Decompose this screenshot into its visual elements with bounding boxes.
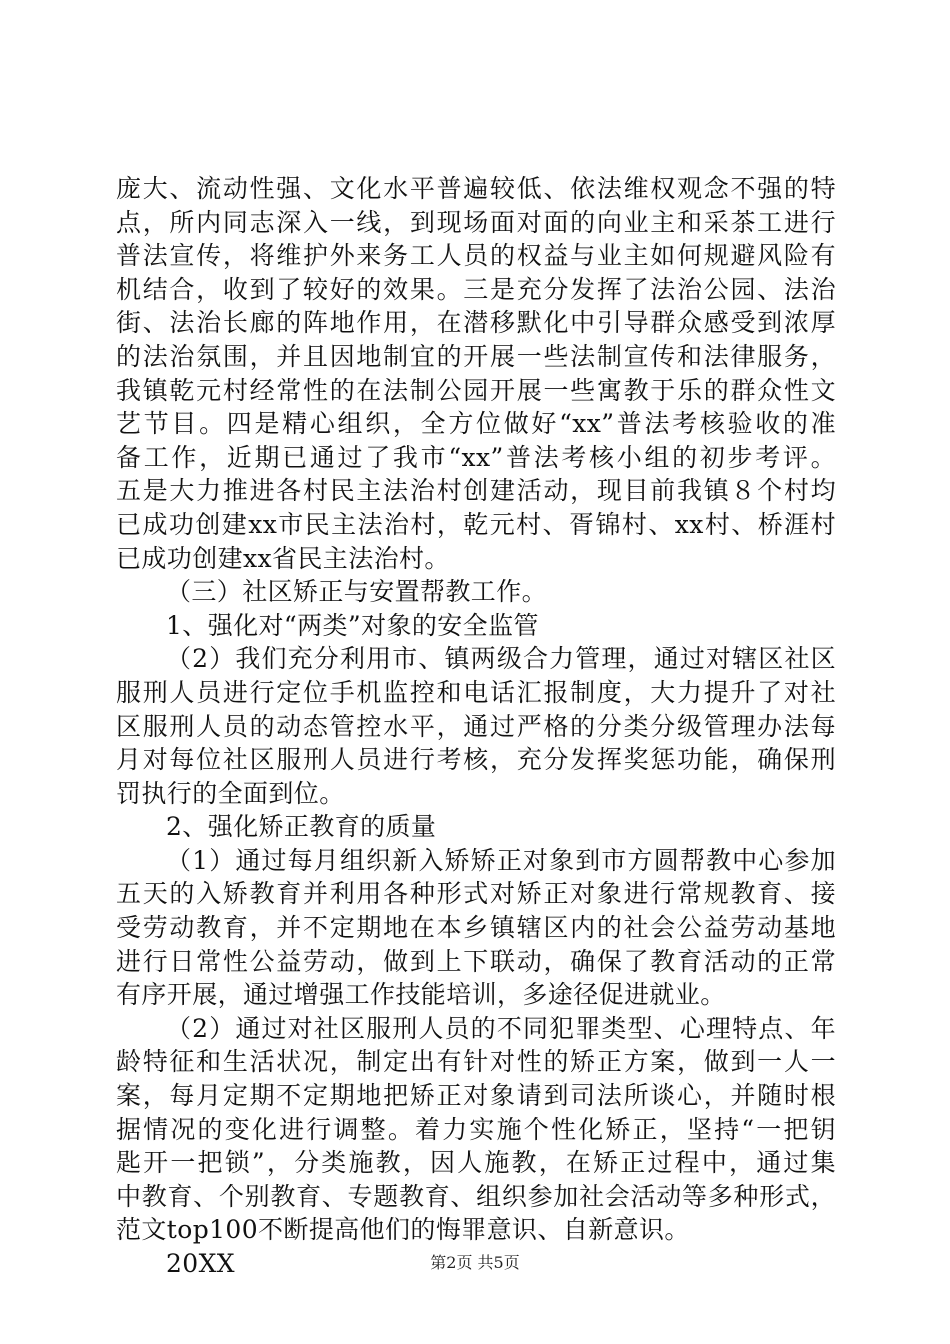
text-line: 月对每位社区服刑人员进行考核，充分发挥奖惩功能，确保刑 [116, 745, 836, 775]
document-body [116, 172, 836, 1281]
text-line: 普法宣传，将维护外来务工人员的权益与业主如何规避风险有 [116, 241, 836, 271]
text-line: 匙开一把锁”，分类施教，因人施教，在矫正过程中，通过集 [116, 1148, 836, 1178]
text-line: 受劳动教育，并不定期地在本乡镇辖区内的社会公益劳动基地 [116, 913, 836, 943]
text-line: 已成功创建xx省民主法治村。 [116, 543, 450, 573]
text-line: 街、法治长廊的阵地作用，在潜移默化中引导群众感受到浓厚 [116, 308, 836, 338]
text-line: 罚执行的全面到位。 [116, 778, 345, 808]
text-line: 五是大力推进各村民主法治村创建活动，现目前我镇８个村均 [116, 476, 836, 506]
text-line: 艺节目。四是精心组织，全方位做好“xx”普法考核验收的准 [116, 409, 836, 439]
text-line: 点，所内同志深入一线，到现场面对面的向业主和采茶工进行 [116, 207, 836, 237]
text-line: 20XX [166, 1249, 236, 1278]
text-line: 1、强化对“两类”对象的安全监管 [166, 610, 539, 640]
text-line: （三）社区矫正与安置帮教工作。 [166, 577, 548, 607]
text-line: 五天的入矫教育并利用各种形式对矫正对象进行常规教育、接 [116, 879, 836, 909]
text-line: 备工作，近期已通过了我市“xx”普法考核小组的初步考评。 [116, 442, 836, 472]
text-line: 据情况的变化进行调整。着力实施个性化矫正，坚持“一把钥 [116, 1114, 836, 1144]
text-line: 庞大、流动性强、文化水平普遍较低、依法维权观念不强的特 [116, 174, 836, 203]
page-footer: 第2页 共5页 [430, 1253, 520, 1272]
text-line: （2）我们充分利用市、镇两级合力管理，通过对辖区社区 [166, 644, 836, 674]
text-line: 案，每月定期不定期地把矫正对象请到司法所谈心，并随时根 [116, 1081, 836, 1111]
text-line: 我镇乾元村经常性的在法制公园开展一些寓教于乐的群众性文 [116, 375, 836, 405]
text-line: 服刑人员进行定位手机监控和电话汇报制度，大力提升了对社 [116, 677, 836, 707]
text-line: 进行日常性公益劳动，做到上下联动，确保了教育活动的正常 [116, 946, 836, 976]
text-line: 已成功创建xx市民主法治村，乾元村、胥锦村、xx村、桥涯村 [116, 509, 836, 539]
text-line: 机结合，收到了较好的效果。三是充分发挥了法治公园、法治 [116, 274, 836, 304]
text-line: 的法治氛围，并且因地制宜的开展一些法制宣传和法律服务， [116, 341, 836, 371]
text-line: 范文top100不断提高他们的悔罪意识、自新意识。 [116, 1215, 690, 1245]
text-line: 龄特征和生活状况，制定出有针对性的矫正方案，做到一人一 [116, 1047, 836, 1077]
text-line: 2、强化矫正教育的质量 [166, 812, 437, 842]
text-line: 有序开展，通过增强工作技能培训，多途径促进就业。 [116, 980, 726, 1010]
text-line: （2）通过对社区服刑人员的不同犯罪类型、心理特点、年 [166, 1013, 836, 1043]
text-line: （1）通过每月组织新入矫矫正对象到市方圆帮教中心参加 [166, 845, 836, 875]
text-line: 区服刑人员的动态管控水平，通过严格的分类分级管理办法每 [116, 711, 836, 741]
text-line: 中教育、个别教育、专题教育、组织参加社会活动等多种形式， [116, 1181, 836, 1211]
